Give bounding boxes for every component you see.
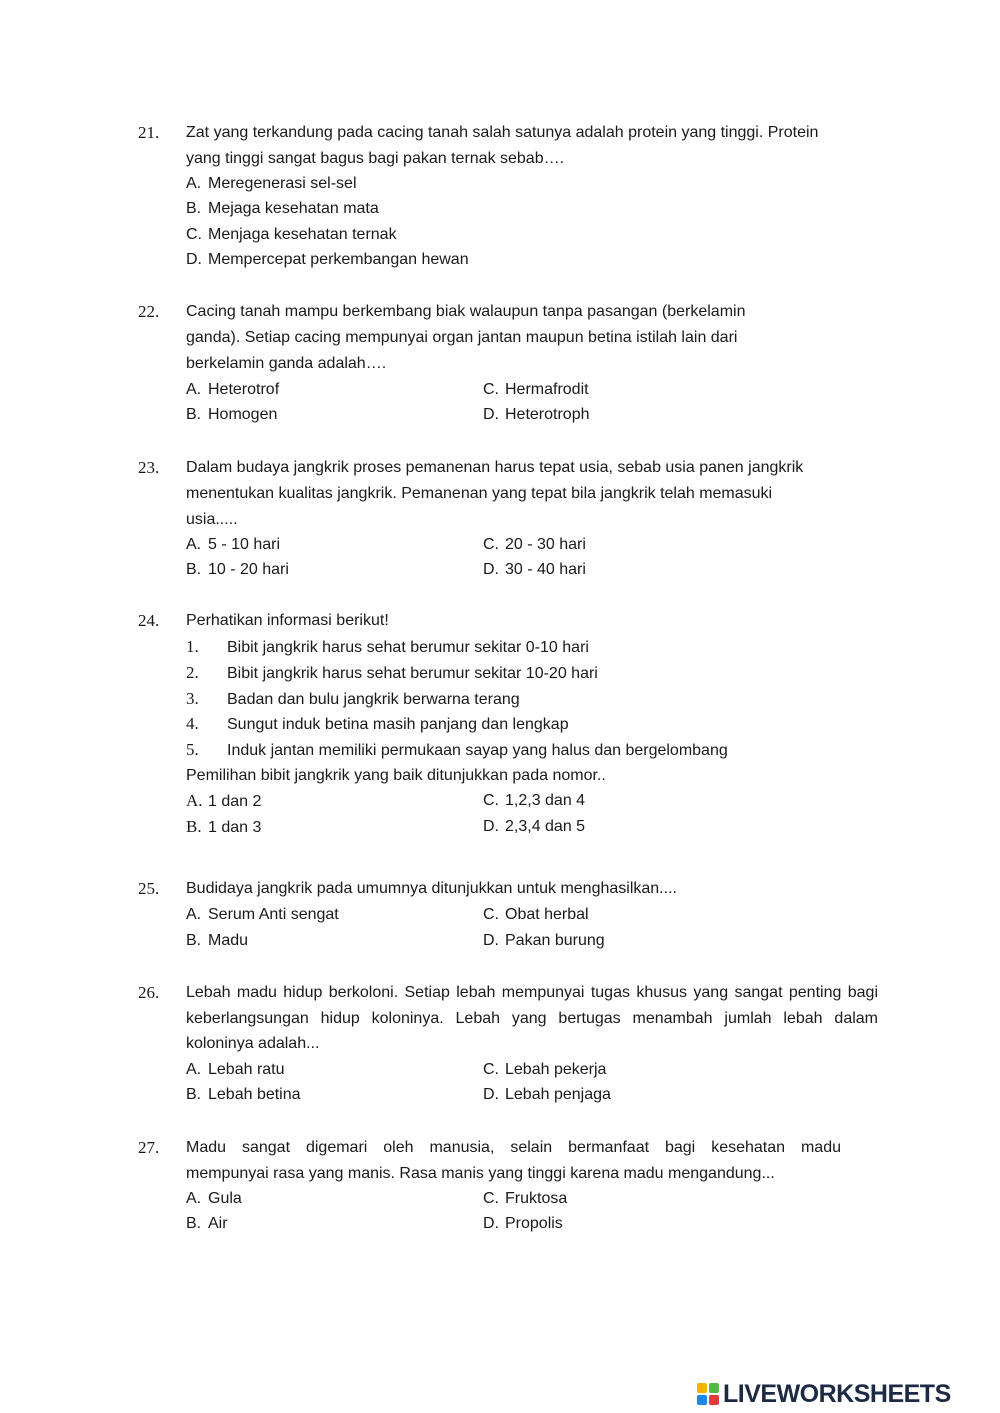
option-text: Gula	[208, 1190, 242, 1207]
option-a[interactable]	[186, 791, 261, 812]
list-item-text: Sungut induk betina masih panjang dan lengkap	[227, 716, 569, 733]
logo-square	[697, 1383, 707, 1393]
option-text: Homogen	[208, 406, 278, 423]
option-letter: D.	[483, 1086, 499, 1103]
option-b[interactable]	[186, 931, 248, 951]
question-number: 27.	[138, 1138, 160, 1157]
question-text-line: Lebah madu hidup berkoloni. Setiap lebah mempunyai tugas khusus yang sangat penting bagi	[186, 984, 878, 1001]
list-item	[186, 740, 728, 761]
option-a[interactable]	[186, 174, 357, 194]
list-item-number: 4.	[186, 714, 199, 733]
option-c[interactable]	[483, 905, 589, 925]
option-d[interactable]	[483, 1085, 611, 1105]
question-text-line: yang tinggi sangat bagus bagi pakan ternak sebab….	[186, 150, 565, 167]
option-d[interactable]	[483, 1214, 563, 1234]
question-text-line: Dalam budaya jangkrik proses pemanenan harus tepat usia, sebab usia panen jangkrik	[186, 459, 804, 476]
question-text-line: koloninya adalah...	[186, 1035, 320, 1052]
question-number: 23.	[138, 458, 160, 477]
question-number: 24.	[138, 611, 160, 630]
question-text-line: berkelamin ganda adalah….	[186, 355, 387, 372]
option-text: 20 - 30 hari	[505, 536, 586, 553]
option-b[interactable]	[186, 560, 289, 580]
liveworksheets-logo[interactable]	[697, 1380, 951, 1408]
question-text-line: ganda). Setiap cacing mempunyai organ jantan maupun betina istilah lain dari	[186, 329, 738, 346]
option-letter: B.	[186, 932, 202, 949]
option-letter: B.	[186, 817, 202, 836]
option-c[interactable]	[483, 380, 589, 400]
option-text: Mempercepat perkembangan hewan	[208, 251, 469, 268]
option-b[interactable]	[186, 1214, 228, 1234]
option-text: Pakan burung	[505, 932, 605, 949]
list-item	[186, 663, 598, 684]
option-letter: B.	[186, 200, 202, 217]
option-letter: C.	[483, 536, 499, 553]
question-text-line: Budidaya jangkrik pada umumnya ditunjukkan untuk menghasilkan....	[186, 880, 677, 897]
option-a[interactable]	[186, 905, 339, 925]
logo-icon	[697, 1383, 719, 1405]
option-c[interactable]	[186, 225, 397, 245]
question-text-line: Perhatikan informasi berikut!	[186, 612, 389, 629]
option-c[interactable]	[483, 1189, 567, 1209]
option-letter: D.	[483, 932, 499, 949]
option-letter: D.	[483, 406, 499, 423]
option-text: Lebah pekerja	[505, 1061, 607, 1078]
option-letter: D.	[483, 818, 499, 835]
option-text: Obat herbal	[505, 906, 589, 923]
option-text: Propolis	[505, 1215, 563, 1232]
option-b[interactable]	[186, 817, 261, 838]
question-number: 25.	[138, 879, 160, 898]
option-letter: C.	[186, 226, 202, 243]
option-letter: D.	[483, 1215, 499, 1232]
list-item-text: Induk jantan memiliki permukaan sayap yang halus dan bergelombang	[227, 742, 728, 759]
option-text: 10 - 20 hari	[208, 561, 289, 578]
logo-square	[709, 1395, 719, 1405]
option-text: Lebah penjaga	[505, 1086, 611, 1103]
option-letter: A.	[186, 381, 202, 398]
option-letter: A.	[186, 791, 203, 810]
question-text-line: Zat yang terkandung pada cacing tanah salah satunya adalah protein yang tinggi. Protein	[186, 124, 819, 141]
option-text: 1 dan 3	[208, 819, 262, 836]
option-text: Air	[208, 1215, 228, 1232]
option-text: Lebah betina	[208, 1086, 301, 1103]
option-b[interactable]	[186, 405, 277, 425]
option-c[interactable]	[483, 535, 586, 555]
option-letter: C.	[483, 906, 499, 923]
option-letter: A.	[186, 1190, 202, 1207]
option-text: 1,2,3 dan 4	[505, 792, 586, 809]
option-text: 2,3,4 dan 5	[505, 818, 586, 835]
logo-square	[709, 1383, 719, 1393]
option-a[interactable]	[186, 535, 280, 555]
option-text: Mejaga kesehatan mata	[208, 200, 379, 217]
option-c[interactable]	[483, 791, 585, 811]
option-a[interactable]	[186, 1060, 285, 1080]
option-b[interactable]	[186, 1085, 301, 1105]
option-letter: B.	[186, 1215, 202, 1232]
option-text: Lebah ratu	[208, 1061, 285, 1078]
question-text-line: menentukan kualitas jangkrik. Pemanenan yang tepat bila jangkrik telah memasuki	[186, 485, 773, 502]
option-c[interactable]	[483, 1060, 606, 1080]
question-text-line: keberlangsungan hidup koloninya. Lebah yang bertugas menambah jumlah lebah dalam	[186, 1010, 878, 1027]
option-letter: A.	[186, 536, 202, 553]
option-text: 30 - 40 hari	[505, 561, 586, 578]
option-b[interactable]	[186, 199, 379, 219]
option-d[interactable]	[483, 931, 605, 951]
option-a[interactable]	[186, 1189, 242, 1209]
option-letter: A.	[186, 906, 202, 923]
list-item-text: Bibit jangkrik harus sehat berumur sekitar 0-10 hari	[227, 639, 589, 656]
option-text: Meregenerasi sel-sel	[208, 175, 357, 192]
option-letter: A.	[186, 175, 202, 192]
list-item-number: 3.	[186, 689, 199, 708]
option-letter: D.	[186, 251, 202, 268]
option-text: 5 - 10 hari	[208, 536, 281, 553]
question-number: 26.	[138, 983, 160, 1002]
question-text-line: Cacing tanah mampu berkembang biak walaupun tanpa pasangan (berkelamin	[186, 303, 746, 320]
question-text-line: Madu sangat digemari oleh manusia, selain bermanfaat bagi kesehatan madu	[186, 1139, 841, 1156]
question-number: 22.	[138, 302, 160, 321]
option-d[interactable]	[483, 817, 585, 837]
option-text: Madu	[208, 932, 249, 949]
logo-square	[697, 1395, 707, 1405]
option-text: Heterotrof	[208, 381, 280, 398]
option-text: Hermafrodit	[505, 381, 589, 398]
question-prompt: Pemilihan bibit jangkrik yang baik ditunjukkan pada nomor..	[186, 767, 606, 784]
option-text: Menjaga kesehatan ternak	[208, 226, 397, 243]
option-letter: D.	[483, 561, 499, 578]
option-letter: C.	[483, 1190, 499, 1207]
option-letter: C.	[483, 381, 499, 398]
question-text-line: mempunyai rasa yang manis. Rasa manis yang tinggi karena madu mengandung...	[186, 1165, 775, 1182]
option-letter: B.	[186, 561, 202, 578]
option-text: Heterotroph	[505, 406, 590, 423]
option-letter: A.	[186, 1061, 202, 1078]
list-item-text: Badan dan bulu jangkrik berwarna terang	[227, 691, 520, 708]
list-item-number: 2.	[186, 663, 199, 682]
option-d[interactable]	[483, 560, 586, 580]
list-item-text: Bibit jangkrik harus sehat berumur sekitar 10-20 hari	[227, 665, 598, 682]
list-item-number: 1.	[186, 637, 199, 656]
option-d[interactable]	[483, 405, 590, 425]
option-a[interactable]	[186, 380, 279, 400]
question-number: 21.	[138, 123, 160, 142]
option-letter: C.	[483, 792, 499, 809]
option-text: Serum Anti sengat	[208, 906, 339, 923]
option-letter: C.	[483, 1061, 499, 1078]
list-item	[186, 714, 569, 735]
list-item-number: 5.	[186, 740, 199, 759]
logo-text: LIVEWORKSHEETS	[723, 1379, 951, 1408]
option-text: Fruktosa	[505, 1190, 568, 1207]
option-letter: B.	[186, 406, 202, 423]
option-text: 1 dan 2	[208, 793, 262, 810]
list-item	[186, 689, 520, 710]
option-d[interactable]	[186, 250, 469, 270]
list-item	[186, 637, 589, 658]
question-text-line: usia.....	[186, 511, 238, 528]
option-letter: B.	[186, 1086, 202, 1103]
